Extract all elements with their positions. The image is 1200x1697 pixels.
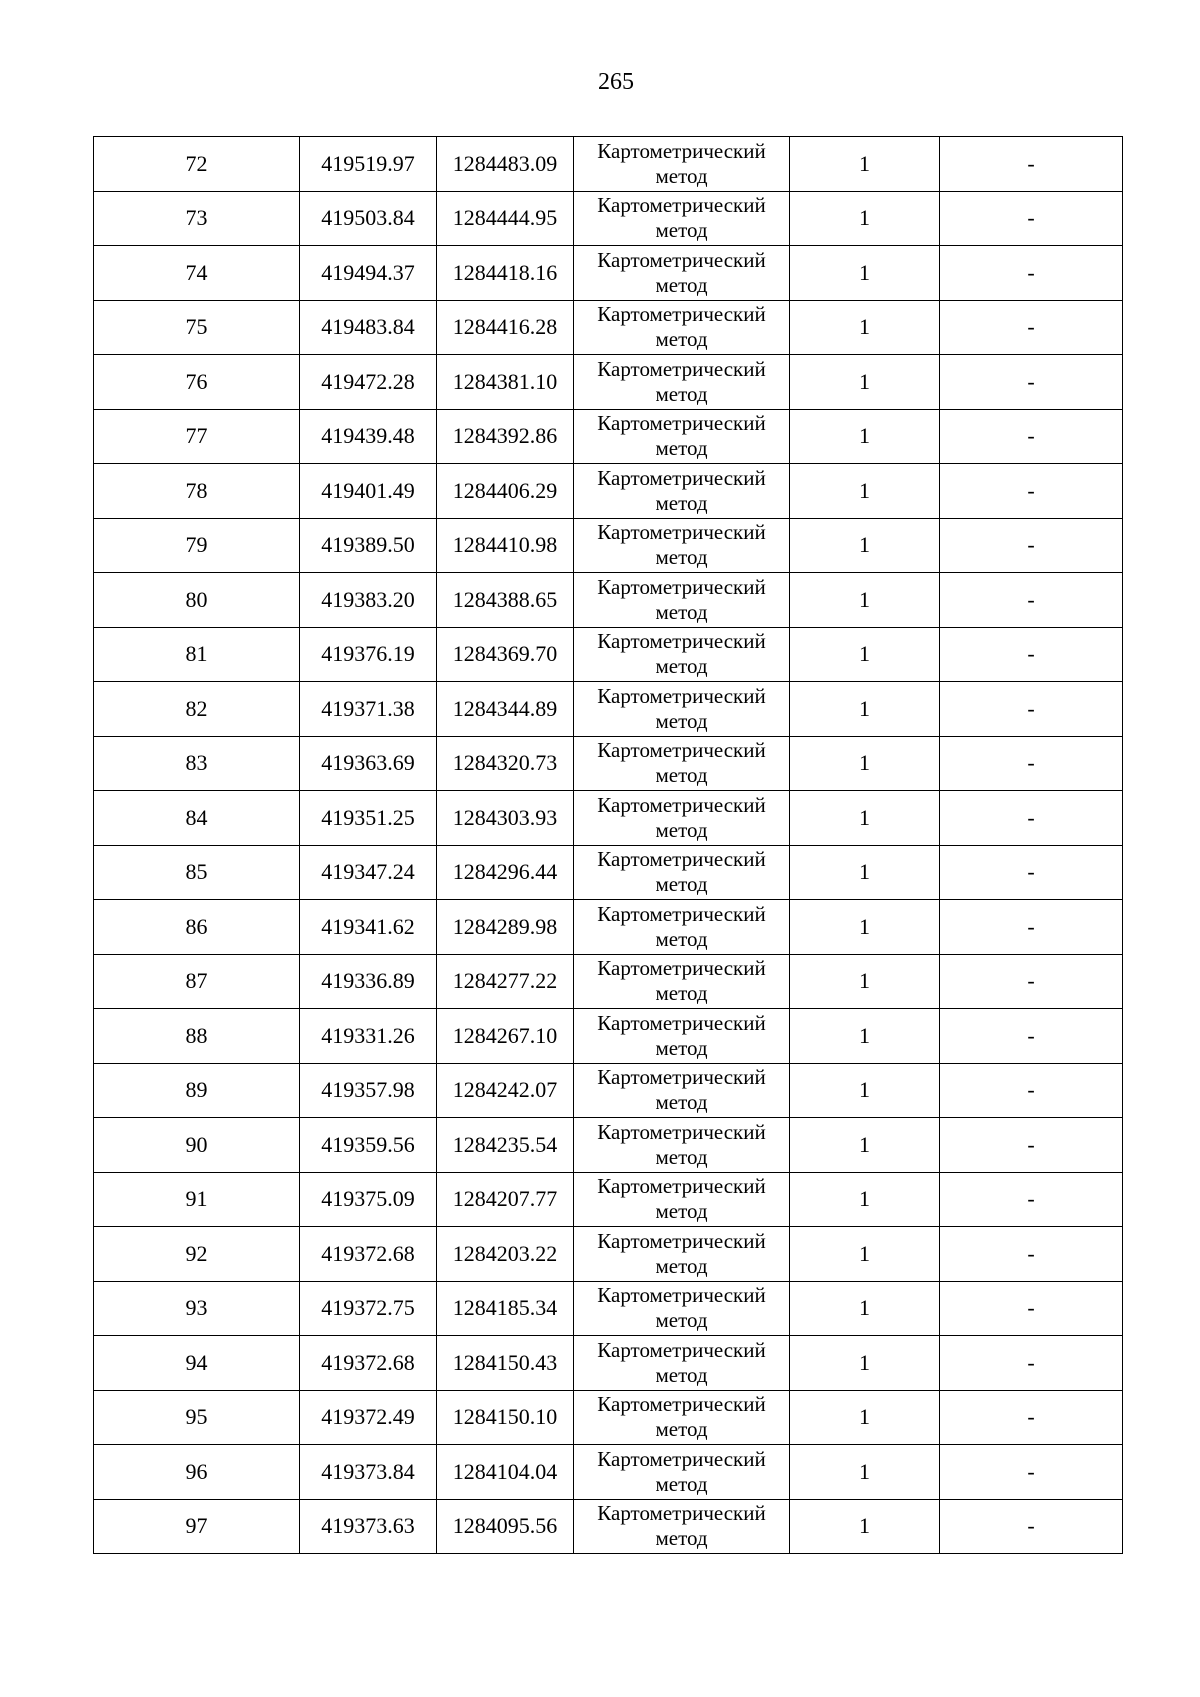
method-cell bbox=[574, 954, 790, 1009]
point-number-cell: 93 bbox=[94, 1281, 300, 1336]
y-coordinate-cell: 1284381.10 bbox=[437, 355, 574, 410]
method-line-1: Картометрический bbox=[597, 1174, 766, 1199]
y-coordinate-cell: 1284267.10 bbox=[437, 1009, 574, 1064]
note-cell: - bbox=[940, 1227, 1123, 1282]
method-cell bbox=[574, 300, 790, 355]
point-number-cell: 78 bbox=[94, 464, 300, 519]
x-coordinate-cell: 419401.49 bbox=[300, 464, 437, 519]
note-cell: - bbox=[940, 246, 1123, 301]
method-cell bbox=[574, 1227, 790, 1282]
point-number-cell: 80 bbox=[94, 573, 300, 628]
table-row bbox=[94, 1227, 1123, 1282]
table-row bbox=[94, 355, 1123, 410]
accuracy-cell: 1 bbox=[790, 1009, 940, 1064]
point-number-cell: 96 bbox=[94, 1445, 300, 1500]
y-coordinate-cell: 1284203.22 bbox=[437, 1227, 574, 1282]
method-line-2: метод bbox=[655, 1417, 708, 1442]
method-cell bbox=[574, 1172, 790, 1227]
point-number-cell: 92 bbox=[94, 1227, 300, 1282]
point-number-cell: 91 bbox=[94, 1172, 300, 1227]
table-row bbox=[94, 409, 1123, 464]
accuracy-cell: 1 bbox=[790, 1063, 940, 1118]
accuracy-cell: 1 bbox=[790, 573, 940, 628]
point-number-cell: 75 bbox=[94, 300, 300, 355]
y-coordinate-cell: 1284410.98 bbox=[437, 518, 574, 573]
x-coordinate-cell: 419373.84 bbox=[300, 1445, 437, 1500]
table-body bbox=[94, 137, 1123, 1554]
method-cell bbox=[574, 1336, 790, 1391]
point-number-cell: 85 bbox=[94, 845, 300, 900]
point-number-cell: 89 bbox=[94, 1063, 300, 1118]
method-cell bbox=[574, 1281, 790, 1336]
note-cell: - bbox=[940, 900, 1123, 955]
x-coordinate-cell: 419359.56 bbox=[300, 1118, 437, 1173]
table-row bbox=[94, 1499, 1123, 1554]
x-coordinate-cell: 419351.25 bbox=[300, 791, 437, 846]
table-row bbox=[94, 137, 1123, 192]
table-row bbox=[94, 1445, 1123, 1500]
note-cell: - bbox=[940, 191, 1123, 246]
x-coordinate-cell: 419347.24 bbox=[300, 845, 437, 900]
x-coordinate-cell: 419372.68 bbox=[300, 1336, 437, 1391]
accuracy-cell: 1 bbox=[790, 409, 940, 464]
note-cell: - bbox=[940, 464, 1123, 519]
x-coordinate-cell: 419472.28 bbox=[300, 355, 437, 410]
table-row bbox=[94, 1118, 1123, 1173]
point-number-cell: 82 bbox=[94, 682, 300, 737]
accuracy-cell: 1 bbox=[790, 246, 940, 301]
method-line-1: Картометрический bbox=[597, 847, 766, 872]
note-cell: - bbox=[940, 409, 1123, 464]
table-row bbox=[94, 1281, 1123, 1336]
accuracy-cell: 1 bbox=[790, 682, 940, 737]
method-line-2: метод bbox=[655, 490, 708, 515]
table-row bbox=[94, 1172, 1123, 1227]
y-coordinate-cell: 1284320.73 bbox=[437, 736, 574, 791]
y-coordinate-cell: 1284344.89 bbox=[437, 682, 574, 737]
method-line-1: Картометрический bbox=[597, 574, 766, 599]
x-coordinate-cell: 419331.26 bbox=[300, 1009, 437, 1064]
method-cell bbox=[574, 682, 790, 737]
point-number-cell: 73 bbox=[94, 191, 300, 246]
method-line-2: метод bbox=[655, 763, 708, 788]
note-cell: - bbox=[940, 791, 1123, 846]
method-line-2: метод bbox=[655, 163, 708, 188]
accuracy-cell: 1 bbox=[790, 845, 940, 900]
method-cell bbox=[574, 464, 790, 519]
method-line-2: метод bbox=[655, 1253, 708, 1278]
accuracy-cell: 1 bbox=[790, 1118, 940, 1173]
table-row bbox=[94, 736, 1123, 791]
method-line-1: Картометрический bbox=[597, 302, 766, 327]
point-number-cell: 87 bbox=[94, 954, 300, 1009]
note-cell: - bbox=[940, 1390, 1123, 1445]
method-cell bbox=[574, 900, 790, 955]
note-cell: - bbox=[940, 845, 1123, 900]
method-cell bbox=[574, 845, 790, 900]
accuracy-cell: 1 bbox=[790, 137, 940, 192]
table-row bbox=[94, 845, 1123, 900]
y-coordinate-cell: 1284296.44 bbox=[437, 845, 574, 900]
method-line-1: Картометрический bbox=[597, 1501, 766, 1526]
x-coordinate-cell: 419439.48 bbox=[300, 409, 437, 464]
table-row bbox=[94, 954, 1123, 1009]
x-coordinate-cell: 419373.63 bbox=[300, 1499, 437, 1554]
point-number-cell: 72 bbox=[94, 137, 300, 192]
note-cell: - bbox=[940, 1063, 1123, 1118]
method-line-2: метод bbox=[655, 1144, 708, 1169]
method-line-1: Картометрический bbox=[597, 792, 766, 817]
method-line-1: Картометрический bbox=[597, 901, 766, 926]
x-coordinate-cell: 419372.68 bbox=[300, 1227, 437, 1282]
table-row bbox=[94, 300, 1123, 355]
note-cell: - bbox=[940, 355, 1123, 410]
accuracy-cell: 1 bbox=[790, 518, 940, 573]
x-coordinate-cell: 419483.84 bbox=[300, 300, 437, 355]
y-coordinate-cell: 1284150.10 bbox=[437, 1390, 574, 1445]
x-coordinate-cell: 419519.97 bbox=[300, 137, 437, 192]
table-row bbox=[94, 627, 1123, 682]
method-line-1: Картометрический bbox=[597, 1065, 766, 1090]
method-line-1: Картометрический bbox=[597, 683, 766, 708]
accuracy-cell: 1 bbox=[790, 1445, 940, 1500]
table-row bbox=[94, 791, 1123, 846]
method-line-2: метод bbox=[655, 218, 708, 243]
method-cell bbox=[574, 627, 790, 682]
method-line-2: метод bbox=[655, 1362, 708, 1387]
point-number-cell: 81 bbox=[94, 627, 300, 682]
table-row bbox=[94, 518, 1123, 573]
accuracy-cell: 1 bbox=[790, 900, 940, 955]
method-cell bbox=[574, 409, 790, 464]
accuracy-cell: 1 bbox=[790, 1336, 940, 1391]
page-number: 265 bbox=[598, 69, 634, 95]
method-line-1: Картометрический bbox=[597, 629, 766, 654]
note-cell: - bbox=[940, 518, 1123, 573]
note-cell: - bbox=[940, 627, 1123, 682]
method-line-1: Картометрический bbox=[597, 465, 766, 490]
point-number-cell: 79 bbox=[94, 518, 300, 573]
table-row bbox=[94, 1009, 1123, 1064]
method-cell bbox=[574, 137, 790, 192]
method-line-1: Картометрический bbox=[597, 1010, 766, 1035]
method-cell bbox=[574, 246, 790, 301]
note-cell: - bbox=[940, 1445, 1123, 1500]
table-row bbox=[94, 1390, 1123, 1445]
method-line-2: метод bbox=[655, 926, 708, 951]
x-coordinate-cell: 419376.19 bbox=[300, 627, 437, 682]
note-cell: - bbox=[940, 954, 1123, 1009]
accuracy-cell: 1 bbox=[790, 791, 940, 846]
coordinates-table bbox=[93, 136, 1123, 1554]
method-line-2: метод bbox=[655, 1199, 708, 1224]
method-line-2: метод bbox=[655, 654, 708, 679]
accuracy-cell: 1 bbox=[790, 1281, 940, 1336]
note-cell: - bbox=[940, 137, 1123, 192]
accuracy-cell: 1 bbox=[790, 300, 940, 355]
method-line-1: Картометрический bbox=[597, 1119, 766, 1144]
method-cell bbox=[574, 191, 790, 246]
table-row bbox=[94, 1336, 1123, 1391]
y-coordinate-cell: 1284185.34 bbox=[437, 1281, 574, 1336]
table-row bbox=[94, 900, 1123, 955]
accuracy-cell: 1 bbox=[790, 1172, 940, 1227]
method-line-2: метод bbox=[655, 1308, 708, 1333]
point-number-cell: 86 bbox=[94, 900, 300, 955]
y-coordinate-cell: 1284104.04 bbox=[437, 1445, 574, 1500]
y-coordinate-cell: 1284242.07 bbox=[437, 1063, 574, 1118]
note-cell: - bbox=[940, 1499, 1123, 1554]
method-line-1: Картометрический bbox=[597, 138, 766, 163]
method-line-2: метод bbox=[655, 708, 708, 733]
point-number-cell: 95 bbox=[94, 1390, 300, 1445]
x-coordinate-cell: 419363.69 bbox=[300, 736, 437, 791]
point-number-cell: 74 bbox=[94, 246, 300, 301]
y-coordinate-cell: 1284303.93 bbox=[437, 791, 574, 846]
method-line-1: Картометрический bbox=[597, 1283, 766, 1308]
point-number-cell: 90 bbox=[94, 1118, 300, 1173]
y-coordinate-cell: 1284095.56 bbox=[437, 1499, 574, 1554]
y-coordinate-cell: 1284150.43 bbox=[437, 1336, 574, 1391]
method-cell bbox=[574, 355, 790, 410]
point-number-cell: 94 bbox=[94, 1336, 300, 1391]
x-coordinate-cell: 419383.20 bbox=[300, 573, 437, 628]
method-line-2: метод bbox=[655, 1090, 708, 1115]
x-coordinate-cell: 419372.49 bbox=[300, 1390, 437, 1445]
note-cell: - bbox=[940, 573, 1123, 628]
note-cell: - bbox=[940, 1336, 1123, 1391]
method-line-2: метод bbox=[655, 817, 708, 842]
method-cell bbox=[574, 573, 790, 628]
method-line-1: Картометрический bbox=[597, 356, 766, 381]
x-coordinate-cell: 419375.09 bbox=[300, 1172, 437, 1227]
x-coordinate-cell: 419494.37 bbox=[300, 246, 437, 301]
y-coordinate-cell: 1284235.54 bbox=[437, 1118, 574, 1173]
accuracy-cell: 1 bbox=[790, 355, 940, 410]
method-cell bbox=[574, 1390, 790, 1445]
method-line-1: Картометрический bbox=[597, 193, 766, 218]
method-cell bbox=[574, 1499, 790, 1554]
method-line-2: метод bbox=[655, 545, 708, 570]
x-coordinate-cell: 419341.62 bbox=[300, 900, 437, 955]
table-row bbox=[94, 682, 1123, 737]
method-line-1: Картометрический bbox=[597, 1228, 766, 1253]
y-coordinate-cell: 1284483.09 bbox=[437, 137, 574, 192]
point-number-cell: 77 bbox=[94, 409, 300, 464]
method-cell bbox=[574, 1009, 790, 1064]
point-number-cell: 88 bbox=[94, 1009, 300, 1064]
method-line-1: Картометрический bbox=[597, 956, 766, 981]
method-line-1: Картометрический bbox=[597, 247, 766, 272]
method-cell bbox=[574, 1445, 790, 1500]
y-coordinate-cell: 1284369.70 bbox=[437, 627, 574, 682]
point-number-cell: 97 bbox=[94, 1499, 300, 1554]
method-line-1: Картометрический bbox=[597, 1337, 766, 1362]
x-coordinate-cell: 419389.50 bbox=[300, 518, 437, 573]
point-number-cell: 83 bbox=[94, 736, 300, 791]
method-line-2: метод bbox=[655, 272, 708, 297]
table-row bbox=[94, 464, 1123, 519]
method-cell bbox=[574, 1063, 790, 1118]
method-line-2: метод bbox=[655, 981, 708, 1006]
method-cell bbox=[574, 1118, 790, 1173]
y-coordinate-cell: 1284388.65 bbox=[437, 573, 574, 628]
method-cell bbox=[574, 736, 790, 791]
method-line-2: метод bbox=[655, 436, 708, 461]
x-coordinate-cell: 419371.38 bbox=[300, 682, 437, 737]
method-line-2: метод bbox=[655, 1526, 708, 1551]
y-coordinate-cell: 1284207.77 bbox=[437, 1172, 574, 1227]
note-cell: - bbox=[940, 1118, 1123, 1173]
accuracy-cell: 1 bbox=[790, 627, 940, 682]
table-row bbox=[94, 191, 1123, 246]
accuracy-cell: 1 bbox=[790, 954, 940, 1009]
method-line-1: Картометрический bbox=[597, 1392, 766, 1417]
table-row bbox=[94, 1063, 1123, 1118]
method-line-2: метод bbox=[655, 381, 708, 406]
x-coordinate-cell: 419372.75 bbox=[300, 1281, 437, 1336]
y-coordinate-cell: 1284277.22 bbox=[437, 954, 574, 1009]
point-number-cell: 84 bbox=[94, 791, 300, 846]
y-coordinate-cell: 1284444.95 bbox=[437, 191, 574, 246]
table-row bbox=[94, 573, 1123, 628]
y-coordinate-cell: 1284418.16 bbox=[437, 246, 574, 301]
accuracy-cell: 1 bbox=[790, 1499, 940, 1554]
method-line-1: Картометрический bbox=[597, 411, 766, 436]
method-line-1: Картометрический bbox=[597, 520, 766, 545]
x-coordinate-cell: 419503.84 bbox=[300, 191, 437, 246]
accuracy-cell: 1 bbox=[790, 1390, 940, 1445]
accuracy-cell: 1 bbox=[790, 191, 940, 246]
note-cell: - bbox=[940, 736, 1123, 791]
note-cell: - bbox=[940, 682, 1123, 737]
note-cell: - bbox=[940, 300, 1123, 355]
note-cell: - bbox=[940, 1009, 1123, 1064]
table-row bbox=[94, 246, 1123, 301]
method-line-2: метод bbox=[655, 1471, 708, 1496]
accuracy-cell: 1 bbox=[790, 464, 940, 519]
y-coordinate-cell: 1284406.29 bbox=[437, 464, 574, 519]
accuracy-cell: 1 bbox=[790, 1227, 940, 1282]
method-cell bbox=[574, 791, 790, 846]
y-coordinate-cell: 1284392.86 bbox=[437, 409, 574, 464]
x-coordinate-cell: 419357.98 bbox=[300, 1063, 437, 1118]
y-coordinate-cell: 1284416.28 bbox=[437, 300, 574, 355]
method-cell bbox=[574, 518, 790, 573]
y-coordinate-cell: 1284289.98 bbox=[437, 900, 574, 955]
method-line-1: Картометрический bbox=[597, 1446, 766, 1471]
method-line-2: метод bbox=[655, 599, 708, 624]
method-line-1: Картометрический bbox=[597, 738, 766, 763]
accuracy-cell: 1 bbox=[790, 736, 940, 791]
note-cell: - bbox=[940, 1281, 1123, 1336]
method-line-2: метод bbox=[655, 1035, 708, 1060]
method-line-2: метод bbox=[655, 872, 708, 897]
point-number-cell: 76 bbox=[94, 355, 300, 410]
note-cell: - bbox=[940, 1172, 1123, 1227]
x-coordinate-cell: 419336.89 bbox=[300, 954, 437, 1009]
method-line-2: метод bbox=[655, 327, 708, 352]
